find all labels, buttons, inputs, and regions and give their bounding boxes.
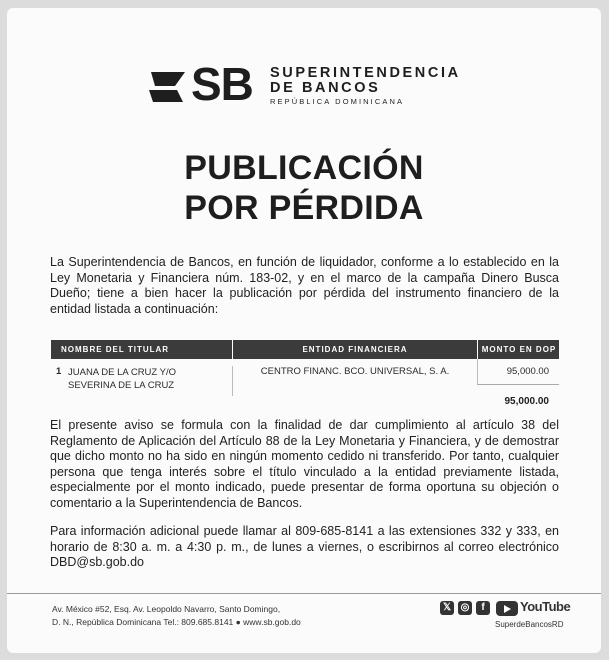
instagram-icon[interactable]: ◎	[458, 601, 472, 615]
header-titular: NOMBRE DEL TITULAR	[61, 345, 170, 354]
title-line1: PUBLICACIÓN	[184, 149, 424, 187]
table-row	[51, 359, 559, 397]
row-holder-name: JUANA DE LA CRUZ Y/O SEVERINA DE LA CRUZ	[68, 367, 177, 391]
header-monto: MONTO EN DOP	[477, 340, 560, 359]
logo-line3: REPÚBLICA DOMINICANA	[270, 97, 405, 106]
logo-text	[270, 66, 510, 107]
logo-mark-icon	[145, 68, 189, 106]
contact-paragraph: Para información adicional puede llamar al 809-685-8141 a las extensiones 332 y 333, en horario de 8:30 a. m. a 4:30 p. m., de lunes a viernes, o escribirnos al correo electrónico DBD@sb.gob.do	[50, 524, 559, 569]
logo-line2: DE BANCOS	[270, 80, 381, 96]
notice-page	[7, 8, 601, 653]
body-paragraph: El presente aviso se formula con la finalidad de dar cumplimiento al artículo 38 del Reglamento de Aplicación del Artículo 88 de la Ley Monetaria y Financiera, y de demostrar que dicho monto no ha sido en ningún momento cedido ni transferido. Por tanto, cualquier persona que tenga interés sobre el título vinculado a la entidad previamente listada, especialmente por el monto indicado, puede presentar de forma oportuna su objeción o comentario a la Superintendencia de Bancos.	[50, 418, 559, 510]
table-total: 95,000.00	[504, 396, 549, 407]
youtube-icon[interactable]	[496, 601, 518, 616]
intro-paragraph: La Superintendencia de Bancos, en función de liquidador, conforme a lo establecido en la Ley Monetaria y Financiera núm. 183-02, y en el marco de la campaña Dinero Busca Dueño; tiene a bien hacer la publicación por pérdida del instrumento financiero de la entidad listada a continuación:	[50, 255, 559, 316]
row-entity: CENTRO FINANC. BCO. UNIVERSAL, S. A.	[232, 366, 477, 396]
youtube-label[interactable]: YouTube	[520, 599, 571, 614]
row-amount: 95,000.00	[477, 359, 559, 385]
x-icon[interactable]: 𝕏	[440, 601, 454, 615]
table-header	[51, 340, 559, 359]
logo-line1: SUPERINTENDENCIA	[270, 65, 461, 81]
header-entidad: ENTIDAD FINANCIERA	[232, 340, 477, 359]
row-number: 1	[56, 366, 62, 377]
page-title	[7, 148, 601, 228]
facebook-icon[interactable]: f	[476, 601, 490, 615]
footer-address-line2: D. N., República Dominicana Tel.: 809.685.8141 ● www.sb.gob.do	[52, 617, 301, 627]
social-handle: SuperdeBancosRD	[495, 620, 564, 629]
footer-divider	[7, 593, 601, 594]
logo-sb: SB	[191, 58, 253, 110]
footer-address-line1: Av. México #52, Esq. Av. Leopoldo Navarro, Santo Domingo,	[52, 604, 281, 614]
footer-address	[52, 603, 301, 629]
title-line2: POR PÉRDIDA	[184, 189, 424, 227]
instruments-table	[51, 340, 559, 407]
